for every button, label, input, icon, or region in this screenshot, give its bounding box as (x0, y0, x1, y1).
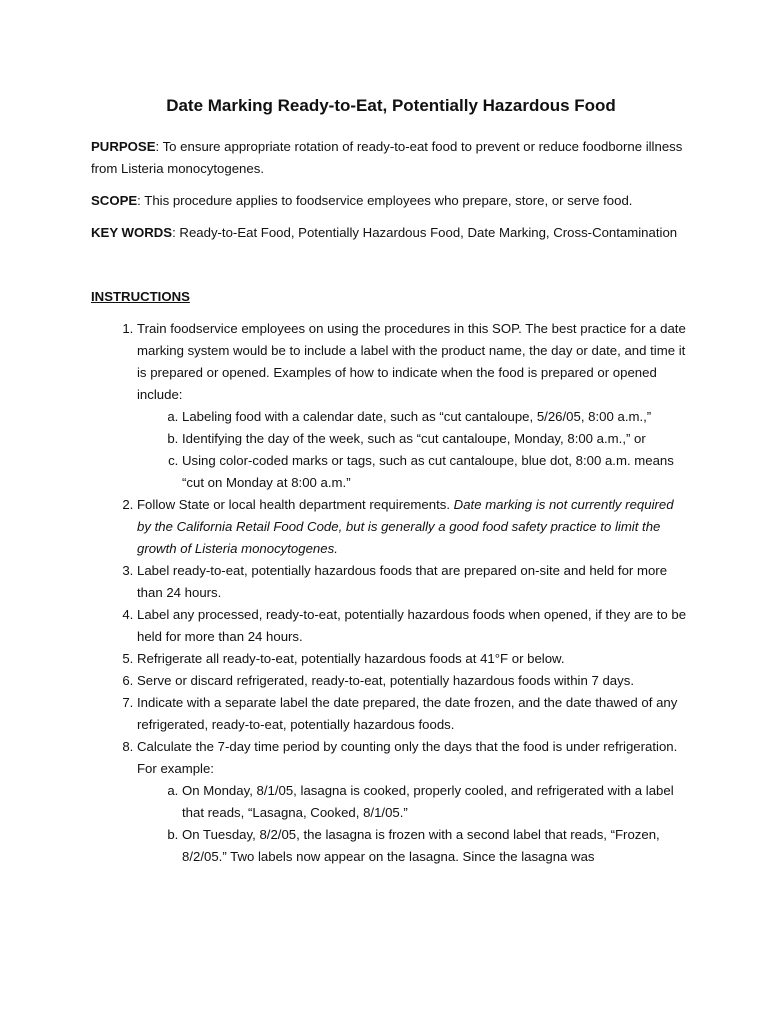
item-italic-text: Date marking is not currently required by the California Retail Food Code, but is generally a good food safety practice to limit the growth of Listeria monocytogenes. (137, 497, 674, 556)
purpose-text: : To ensure appropriate rotation of ready-to-eat food to prevent or reduce foodborne illness from Listeria monocytogenes. (91, 139, 683, 176)
sub-list-item: a. On Monday, 8/1/05, lasagna is cooked, properly cooled, and refrigerated with a label that reads, “Lasagna, Cooked, 8/1/05.” (182, 780, 691, 824)
list-item (137, 736, 691, 868)
sub-list (137, 780, 691, 868)
purpose-label: PURPOSE (91, 139, 156, 154)
keywords-text: : Ready-to-Eat Food, Potentially Hazardous Food, Date Marking, Cross-Contamination (172, 225, 678, 240)
document-title: Date Marking Ready-to-Eat, Potentially Hazardous Food (166, 96, 616, 115)
scope-text: : This procedure applies to foodservice employees who prepare, store, or serve food. (137, 193, 633, 208)
list-item: 4. Label any processed, ready-to-eat, potentially hazardous foods when opened, if they are to be held for more than 24 hours. (137, 604, 691, 648)
scope-paragraph (91, 190, 691, 212)
list-item: 5. Refrigerate all ready-to-eat, potentially hazardous foods at 41°F or below. (137, 648, 691, 670)
sub-list-item: a. Labeling food with a calendar date, such as “cut cantaloupe, 5/26/05, 8:00 a.m.,” (182, 406, 691, 428)
list-item: 7. Indicate with a separate label the date prepared, the date frozen, and the date thawed of any refrigerated, ready-to-eat, potentially hazardous foods. (137, 692, 691, 736)
list-item: 6. Serve or discard refrigerated, ready-to-eat, potentially hazardous foods within 7 days. (137, 670, 691, 692)
document-page (91, 94, 691, 868)
item-text: Follow State or local health department requirements. (137, 497, 454, 512)
purpose-paragraph (91, 136, 691, 180)
scope-label: SCOPE (91, 193, 138, 208)
list-item (137, 318, 691, 494)
item-text: Calculate the 7-day time period by counting only the days that the food is under refrigeration. For example: (137, 739, 678, 776)
instructions-heading: INSTRUCTIONS (91, 289, 190, 304)
instructions-list (91, 318, 691, 868)
sub-list-item: b. On Tuesday, 8/2/05, the lasagna is frozen with a second label that reads, “Frozen, 8/2/05.” Two labels now appear on the lasagna. Since the lasagna was (182, 824, 691, 868)
list-item (137, 494, 691, 560)
keywords-paragraph (91, 222, 691, 244)
list-item: 3. Label ready-to-eat, potentially hazardous foods that are prepared on-site and held for more than 24 hours. (137, 560, 691, 604)
sub-list-item: b. Identifying the day of the week, such as “cut cantaloupe, Monday, 8:00 a.m.,” or (182, 428, 691, 450)
keywords-label: KEY WORDS (91, 225, 173, 240)
item-text: Train foodservice employees on using the procedures in this SOP. The best practice for a date marking system would be to include a label with the product name, the day or date, and time it is prepared or opened. Examples of how to indicate when the food is prepared or opened include: (137, 321, 686, 402)
sub-list (137, 406, 691, 494)
sub-list-item: c. Using color-coded marks or tags, such as cut cantaloupe, blue dot, 8:00 a.m. means “cut on Monday at 8:00 a.m.” (182, 450, 691, 494)
